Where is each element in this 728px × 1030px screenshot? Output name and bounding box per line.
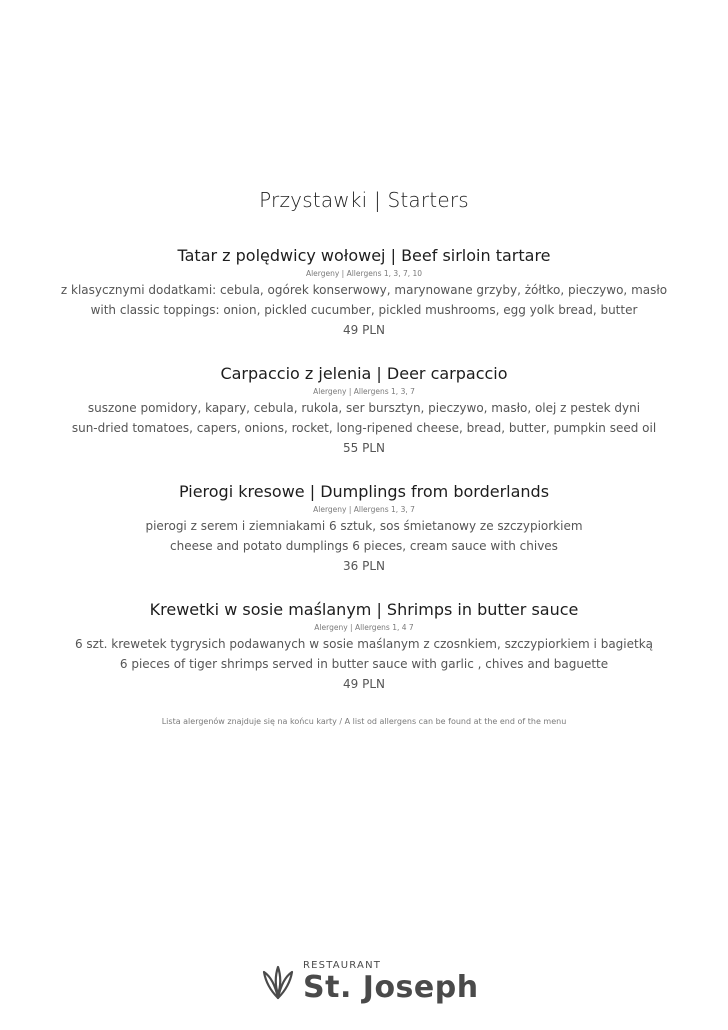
- menu-item-allergens: Alergeny | Allergens 1, 3, 7: [313, 387, 415, 396]
- menu-item-allergens: Alergeny | Allergens 1, 3, 7: [313, 505, 415, 514]
- menu-item-name: Krewetki w sosie maślanym | Shrimps in butter sauce: [149, 600, 579, 619]
- logo-restaurant-label: RESTAURANT: [303, 960, 382, 971]
- menu-item: [0, 599, 728, 694]
- menu-item-description-pl: pierogi z serem i ziemniakami 6 sztuk, sos śmietanowy ze szczypiorkiem: [145, 519, 583, 533]
- menu-item: [0, 245, 728, 340]
- menu-item-description-pl: 6 szt. krewetek tygrysich podawanych w sosie maślanym z czosnkiem, szczypiorkiem i bagietką: [74, 637, 654, 651]
- menu-item-name: Pierogi kresowe | Dumplings from borderlands: [178, 482, 550, 501]
- menu-list: [0, 245, 728, 726]
- menu-item-price: 49 PLN: [343, 323, 385, 337]
- page-title: Przystawki | Starters: [259, 188, 469, 212]
- allergen-footnote: Lista alergenów znajduje się na końcu karty / A list od allergens can be found at the end of the menu: [161, 717, 567, 726]
- logo-restaurant-name: St. Joseph: [303, 970, 479, 1005]
- menu-item-price: 36 PLN: [343, 559, 385, 573]
- restaurant-logo: [258, 958, 498, 1008]
- menu-item-price: 49 PLN: [343, 677, 385, 691]
- menu-item-description-pl: z klasycznymi dodatkami: cebula, ogórek konserwowy, marynowane grzyby, żółtko, pieczywo, masło: [60, 283, 668, 297]
- menu-item: [0, 481, 728, 576]
- menu-item-description-en: with classic toppings: onion, pickled cucumber, pickled mushrooms, egg yolk bread, butter: [90, 303, 638, 317]
- menu-item: [0, 363, 728, 458]
- menu-item-price: 55 PLN: [343, 441, 385, 455]
- menu-item-allergens: Alergeny | Allergens 1, 3, 7, 10: [305, 269, 423, 278]
- menu-item-description-en: sun-dried tomatoes, capers, onions, rocket, long-ripened cheese, bread, butter, pumpkin seed oil: [71, 421, 657, 435]
- menu-item-description-en: 6 pieces of tiger shrimps served in butter sauce with garlic , chives and baguette: [119, 657, 609, 671]
- menu-item-name: Carpaccio z jelenia | Deer carpaccio: [220, 364, 508, 383]
- menu-item-description-pl: suszone pomidory, kapary, cebula, rukola, ser bursztyn, pieczywo, masło, olej z pestek dyni: [87, 401, 641, 415]
- tulip-leaf-icon: [258, 962, 298, 1002]
- menu-item-allergens: Alergeny | Allergens 1, 4 7: [314, 623, 414, 632]
- menu-item-description-en: cheese and potato dumplings 6 pieces, cream sauce with chives: [170, 539, 558, 553]
- menu-item-name: Tatar z polędwicy wołowej | Beef sirloin tartare: [177, 246, 551, 265]
